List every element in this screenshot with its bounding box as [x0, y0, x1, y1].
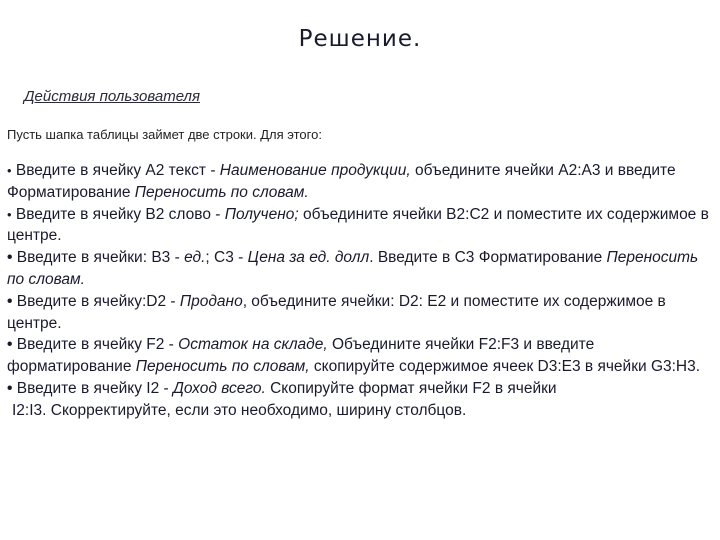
step-emphasis: Переносить по словам.	[7, 249, 699, 288]
list-item	[7, 334, 719, 378]
bullet-icon: •	[7, 206, 12, 222]
bullet-icon: •	[7, 163, 12, 178]
bullet-icon: •	[7, 249, 13, 267]
step-text: Объедините ячейки F2:F3 и введите форматирование	[7, 336, 595, 376]
step-text: объедините ячейки В2:С2 и поместите их содержимое в центре.	[7, 205, 709, 245]
step-text: объедините ячейки А2:А3 и введите Форматирование	[7, 162, 676, 201]
list-item	[7, 378, 719, 422]
bullet-icon: •	[7, 292, 13, 310]
step-text: . Введите в С3 Форматирование	[369, 249, 607, 267]
step-text: ; С3 -	[205, 249, 248, 267]
step-emphasis: Цена за ед. долл	[247, 249, 370, 267]
step-text: скопируйте содержимое ячеек D3:Е3 в ячейки G3:Н3.	[309, 358, 701, 376]
step-emphasis: Переносить по словам,	[135, 358, 310, 376]
page-title: Решение.	[298, 26, 422, 52]
list-item	[7, 160, 719, 204]
step-text: Введите в ячейку I2 -	[12, 379, 173, 397]
list-item	[7, 291, 719, 335]
bullet-icon: •	[7, 379, 13, 397]
step-text: , объедините ячейки: D2: Е2 и поместите их содержимое в центре.	[7, 292, 666, 332]
step-text: Введите в ячейку А2 текст -	[11, 162, 220, 179]
step-emphasis: Остаток на складе,	[178, 336, 328, 354]
step-text: Скопируйте формат ячейки F2 в ячейки	[265, 379, 557, 397]
instruction-list	[7, 160, 719, 422]
intro-text: Пусть шапка таблицы займет две строки. Для этого:	[7, 127, 322, 142]
step-emphasis: Наименование продукции,	[219, 162, 411, 179]
list-item	[7, 204, 719, 248]
step-text: Введите в ячейки: В3 -	[12, 249, 185, 267]
slide-title-container	[0, 26, 720, 52]
list-item	[7, 247, 719, 291]
step-emphasis: Получено;	[224, 205, 299, 223]
step-text: Введите в ячейку:D2 -	[12, 292, 180, 310]
bullet-icon: •	[7, 336, 13, 354]
step-emphasis: Продано	[179, 292, 243, 310]
step-emphasis: Доход всего.	[172, 379, 266, 397]
step-text: Введите в ячейку F2 -	[12, 336, 179, 354]
step-text: I2:I3. Скорректируйте, если это необходимо, ширину столбцов.	[12, 401, 467, 419]
step-emphasis: Переносить по словам.	[134, 183, 309, 201]
step-emphasis: ед.	[184, 249, 206, 267]
section-subtitle: Действия пользователя	[24, 88, 201, 105]
step-text: Введите в ячейку В2 слово -	[11, 205, 225, 223]
